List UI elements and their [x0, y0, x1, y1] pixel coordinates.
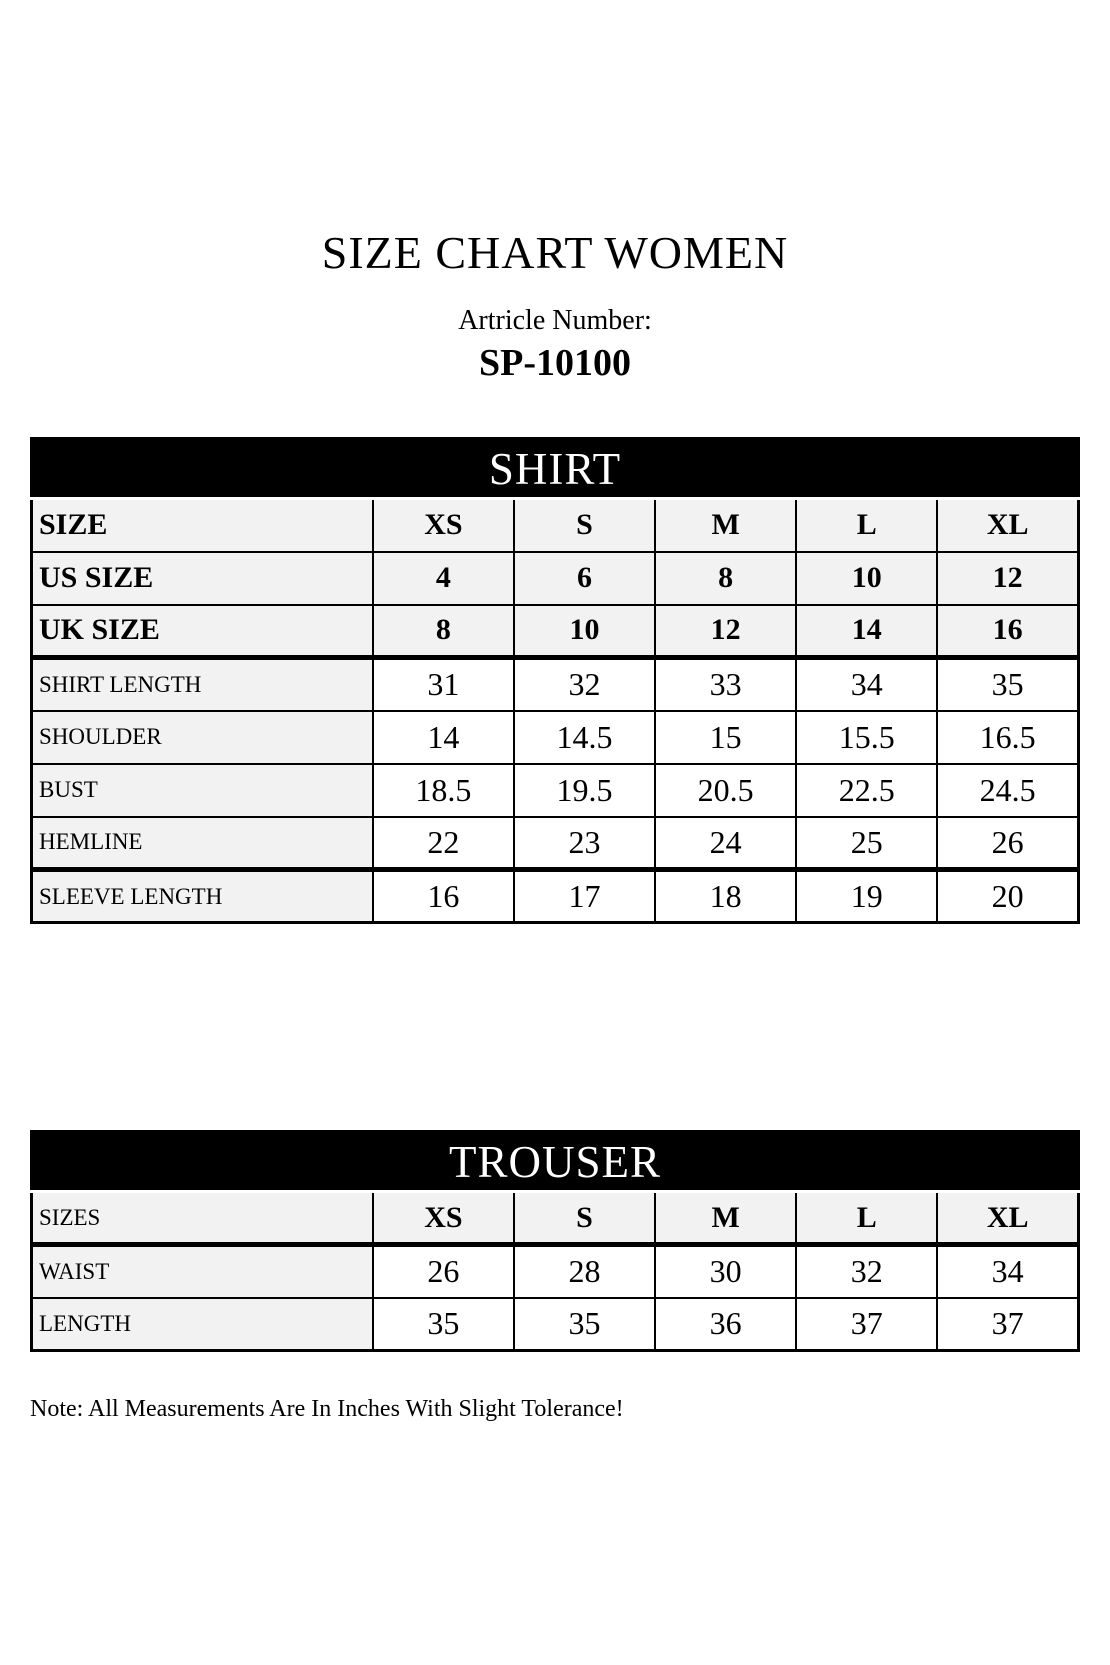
- value-cell: 10: [514, 605, 655, 658]
- value-cell: 16: [373, 870, 514, 923]
- shirt-size-table: [30, 437, 1080, 924]
- table-row: [32, 499, 1079, 552]
- row-label-cell: SHIRT LENGTH: [32, 658, 373, 711]
- value-cell: 20: [937, 870, 1078, 923]
- value-cell: L: [796, 499, 937, 552]
- article-number-label: Artricle Number:: [458, 305, 652, 336]
- value-cell: 26: [937, 817, 1078, 870]
- row-label-cell: SIZES: [32, 1192, 373, 1245]
- table-row: [32, 552, 1079, 605]
- value-cell: 15.5: [796, 711, 937, 764]
- value-cell: 15: [655, 711, 796, 764]
- value-cell: M: [655, 1192, 796, 1245]
- value-cell: 32: [796, 1245, 937, 1298]
- value-cell: 34: [796, 658, 937, 711]
- row-label-cell: WAIST: [32, 1245, 373, 1298]
- value-cell: XL: [937, 1192, 1078, 1245]
- value-cell: 8: [655, 552, 796, 605]
- value-cell: XS: [373, 1192, 514, 1245]
- row-label-cell: BUST: [32, 764, 373, 817]
- value-cell: 35: [514, 1298, 655, 1351]
- value-cell: 8: [373, 605, 514, 658]
- value-cell: 31: [373, 658, 514, 711]
- value-cell: 30: [655, 1245, 796, 1298]
- row-label-cell: SLEEVE LENGTH: [32, 870, 373, 923]
- table-row: [32, 658, 1079, 711]
- value-cell: 18.5: [373, 764, 514, 817]
- value-cell: 24: [655, 817, 796, 870]
- value-cell: L: [796, 1192, 937, 1245]
- table-row: [32, 1192, 1079, 1245]
- table-row: [32, 764, 1079, 817]
- value-cell: S: [514, 1192, 655, 1245]
- value-cell: 16: [937, 605, 1078, 658]
- value-cell: 25: [796, 817, 937, 870]
- value-cell: XS: [373, 499, 514, 552]
- value-cell: 32: [514, 658, 655, 711]
- table-row: [32, 817, 1079, 870]
- value-cell: 20.5: [655, 764, 796, 817]
- trouser-table-title: TROUSER: [32, 1132, 1079, 1192]
- shirt-table-header-row: [32, 439, 1079, 499]
- row-label-cell: SHOULDER: [32, 711, 373, 764]
- value-cell: 23: [514, 817, 655, 870]
- note-text: Note: All Measurements Are In Inches With Slight Tolerance!: [30, 1396, 624, 1422]
- value-cell: S: [514, 499, 655, 552]
- value-cell: 37: [796, 1298, 937, 1351]
- value-cell: 36: [655, 1298, 796, 1351]
- value-cell: 35: [937, 658, 1078, 711]
- row-label-cell: US SIZE: [32, 552, 373, 605]
- value-cell: 18: [655, 870, 796, 923]
- trouser-size-table: [30, 1130, 1080, 1352]
- value-cell: 35: [373, 1298, 514, 1351]
- value-cell: 22: [373, 817, 514, 870]
- value-cell: 26: [373, 1245, 514, 1298]
- value-cell: 34: [937, 1245, 1078, 1298]
- value-cell: 14: [796, 605, 937, 658]
- row-label-cell: LENGTH: [32, 1298, 373, 1351]
- table-row: [32, 1245, 1079, 1298]
- value-cell: 10: [796, 552, 937, 605]
- value-cell: 6: [514, 552, 655, 605]
- trouser-table-header-row: [32, 1132, 1079, 1192]
- row-label-cell: HEMLINE: [32, 817, 373, 870]
- row-label-cell: UK SIZE: [32, 605, 373, 658]
- value-cell: 37: [937, 1298, 1078, 1351]
- article-number-value: SP-10100: [479, 342, 631, 384]
- page-title: SIZE CHART WOMEN: [321, 227, 789, 278]
- value-cell: 17: [514, 870, 655, 923]
- value-cell: M: [655, 499, 796, 552]
- value-cell: 14.5: [514, 711, 655, 764]
- value-cell: 12: [655, 605, 796, 658]
- row-label-cell: SIZE: [32, 499, 373, 552]
- value-cell: 4: [373, 552, 514, 605]
- shirt-table-body: [32, 499, 1079, 923]
- trouser-table-body: [32, 1192, 1079, 1351]
- value-cell: 12: [937, 552, 1078, 605]
- value-cell: 16.5: [937, 711, 1078, 764]
- table-row: [32, 870, 1079, 923]
- table-row: [32, 605, 1079, 658]
- value-cell: 19: [796, 870, 937, 923]
- table-row: [32, 711, 1079, 764]
- value-cell: 14: [373, 711, 514, 764]
- shirt-table-title: SHIRT: [32, 439, 1079, 499]
- value-cell: 22.5: [796, 764, 937, 817]
- value-cell: 28: [514, 1245, 655, 1298]
- value-cell: 33: [655, 658, 796, 711]
- value-cell: XL: [937, 499, 1078, 552]
- value-cell: 19.5: [514, 764, 655, 817]
- value-cell: 24.5: [937, 764, 1078, 817]
- table-row: [32, 1298, 1079, 1351]
